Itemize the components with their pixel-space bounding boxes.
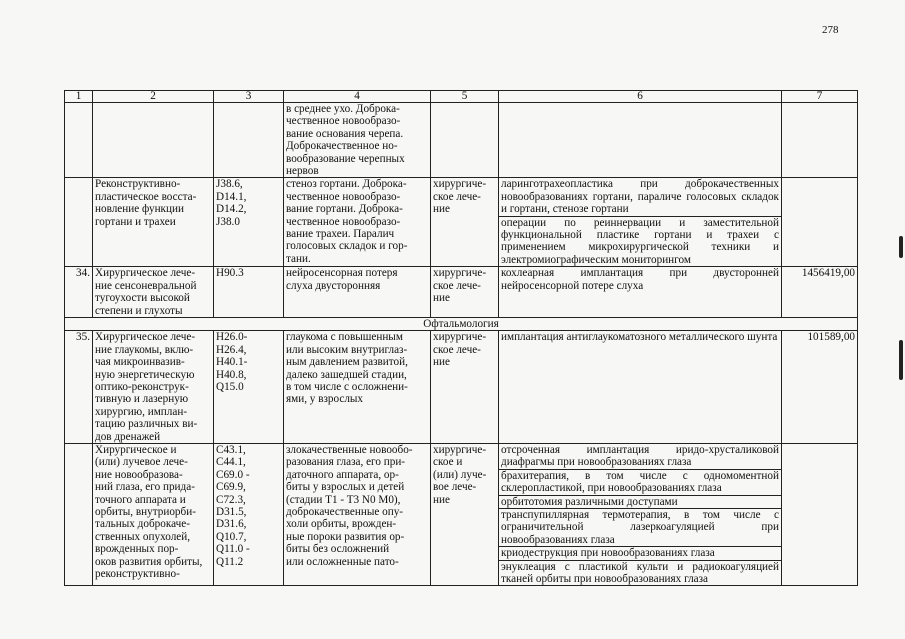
method-item: брахитерапия, в том числе с одномоментной склеропластикой, при новообразованиях глаза <box>501 469 779 495</box>
table-row <box>65 103 858 178</box>
scan-edge-mark <box>899 236 903 258</box>
icd-codes <box>214 178 284 267</box>
scan-edge-mark <box>899 340 903 380</box>
treatment-type-text: хирургиче- ское лече- ние <box>433 267 487 305</box>
treatment-type-text: хирургиче- ское и (или) луче- вое лече- ние <box>433 443 487 506</box>
header-col-4: 4 <box>284 91 431 103</box>
header-col-5: 5 <box>431 91 499 103</box>
treatment-type-text: хирургиче- ское лече- ние <box>433 331 487 369</box>
page-number: 278 <box>822 24 839 36</box>
row-number-text: 35. <box>76 331 90 344</box>
header-col-1: 1 <box>65 91 93 103</box>
icd-codes-text: H26.0- H26.4, H40.1- H40.8, Q15.0 <box>216 331 248 393</box>
row-number-text: 34. <box>76 267 90 280</box>
row-number <box>65 443 93 585</box>
patient-model-text: стеноз гортани. Доброка- чественное новообразо- вание гортани. Доброка- чественное новообразо- вание трахеи. Паралич голосовых складок и гор- тани. <box>286 178 408 265</box>
cost <box>782 178 858 267</box>
method-item: энуклеация с пластикой культи и радиокоагуляцией тканей орбиты при новообразованиях глаза <box>501 560 779 586</box>
method-item: отсроченная имплантация иридо-хрусталиковой диафрагмы при новообразованиях глаза <box>501 443 779 469</box>
procedure-name <box>93 331 214 444</box>
method-item: ларинготрахеопластика при доброкачественных новообразованиях гортани, параличе голосовых складок и гортани, стенозе гортани <box>501 178 779 216</box>
procedure-name-text: Хирургическое и (или) лучевое лече- ние новообразова- ний глаза, его прида- точного аппарата и орбиты, внутриорби- тальных доброкаче- ственных опухолей, врожденных пор- оков развития орбиты, реконструктивно- <box>95 443 203 581</box>
method-item: орбитотомия различными доступами <box>499 496 781 509</box>
cost <box>782 331 858 444</box>
cost <box>782 103 858 178</box>
icd-codes-text: H90.3 <box>216 267 244 280</box>
procedures-table <box>64 90 858 586</box>
patient-model <box>284 267 431 318</box>
treatment-type <box>431 267 499 318</box>
icd-codes-text: C43.1, C44.1, C69.0 - C69.9, C72.3, D31.5, D31.6, Q10.7, Q11.0 - Q11.2 <box>216 443 250 568</box>
icd-codes <box>214 331 284 444</box>
procedure-name-text: Реконструктивно- пластическое восста- новление функции гортани и трахеи <box>95 178 197 228</box>
procedure-name <box>93 443 214 585</box>
patient-model <box>284 178 431 267</box>
method-item: операции по реиннервации и заместительной функциональной пластике гортани и трахеи с применением микрохирургической техники и электромиографическим мониторингом <box>501 216 779 266</box>
cost <box>782 267 858 318</box>
icd-codes <box>214 267 284 318</box>
cost-text: 1456419,00 <box>801 267 855 280</box>
methods-cell <box>499 178 782 267</box>
table-row <box>65 331 858 444</box>
table-row <box>65 443 858 585</box>
treatment-type-text: хирургиче- ское лече- ние <box>433 178 487 216</box>
methods-cell <box>499 103 782 178</box>
header-col-3: 3 <box>214 91 284 103</box>
header-row <box>65 91 858 103</box>
patient-model <box>284 443 431 585</box>
procedure-name <box>93 267 214 318</box>
treatment-type <box>431 443 499 585</box>
icd-codes <box>214 443 284 585</box>
procedure-name-text: Хирургическое лече- ние глаукомы, вклю- чая микроинвазив- ную энергетическую оптико-реконструк- тивную и лазерную хирургию, имплан- тацию различных ви- дов дренажей <box>95 331 198 443</box>
treatment-type <box>431 103 499 178</box>
cost <box>782 443 858 585</box>
patient-model <box>284 331 431 444</box>
patient-model <box>284 103 431 178</box>
patient-model-text: в среднее ухо. Доброка- чественное новообразо- вание основания черепа. Доброкачественное но- вообразование черепных нервов <box>286 103 405 178</box>
method-item: кохлеарная имплантация при двусторонней нейросенсорной потере слуха <box>501 267 779 292</box>
icd-codes <box>214 103 284 178</box>
section-title: Офтальмология <box>65 317 858 330</box>
row-number <box>65 103 93 178</box>
treatment-type <box>431 331 499 444</box>
row-number <box>65 331 93 444</box>
row-number <box>65 178 93 267</box>
section-row <box>65 317 858 330</box>
procedure-name-text: Хирургическое лече- ние сенсоневральной тугоухости высокой степени и глухоты <box>95 267 197 317</box>
methods-cell <box>499 331 782 444</box>
header-col-2: 2 <box>93 91 214 103</box>
patient-model-text: нейросенсорная потеря слуха двусторонняя <box>286 267 398 292</box>
table-row <box>65 267 858 318</box>
procedure-name <box>93 178 214 267</box>
method-item: имплантация антиглаукоматозного металлического шунта <box>501 331 778 344</box>
treatment-type <box>431 178 499 267</box>
row-number <box>65 267 93 318</box>
table-row <box>65 178 858 267</box>
cost-text: 101589,00 <box>807 331 855 344</box>
method-item: транспупиллярная термотерапия, в том числе с ограничительной лазеркоагуляцией при новообразованиях глаза <box>501 509 779 546</box>
patient-model-text: глаукома с повышенным или высоким внутриглаз- ным давлением развитой, далеко зашедшей стадии, в том числе с осложнени- ями, у взрослых <box>286 331 408 406</box>
methods-cell <box>499 443 782 585</box>
icd-codes-text: J38.6, D14.1, D14.2, J38.0 <box>216 178 247 228</box>
header-col-6: 6 <box>499 91 782 103</box>
methods-cell <box>499 267 782 318</box>
patient-model-text: злокачественные новообо- разования глаза, его при- даточного аппарата, ор- биты у взрослых и детей (стадии T1 - T3 N0 M0), доброкачественные опу- холи орбиты, врожден- ные пороки развития ор- биты без осложнений или осложненные пато- <box>286 443 413 568</box>
header-col-7: 7 <box>782 91 858 103</box>
procedure-name <box>93 103 214 178</box>
method-item: криодеструкция при новообразованиях глаза <box>499 547 781 560</box>
